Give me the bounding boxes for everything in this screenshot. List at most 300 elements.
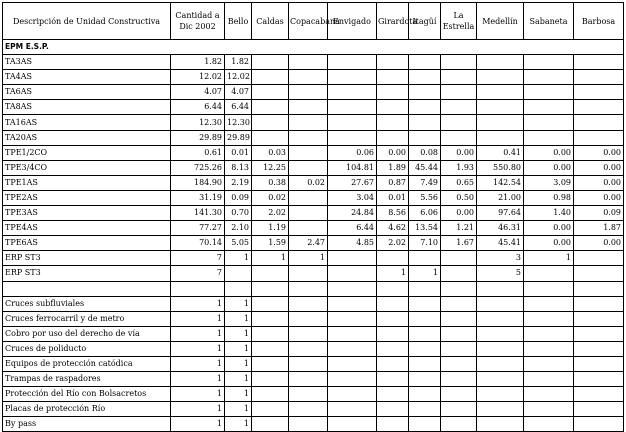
value-cell: 13.54 xyxy=(409,221,441,236)
value-cell: 104.81 xyxy=(328,160,377,175)
value-cell xyxy=(409,417,441,432)
value-cell: 1 xyxy=(225,311,252,326)
value-cell xyxy=(441,115,477,130)
value-cell: 21.00 xyxy=(477,190,524,205)
value-cell: 0.00 xyxy=(441,145,477,160)
value-cell xyxy=(328,281,377,296)
value-cell xyxy=(524,266,574,281)
value-cell xyxy=(574,311,624,326)
row-label-cell: ERP ST3 xyxy=(3,266,171,281)
value-cell xyxy=(524,115,574,130)
value-cell xyxy=(574,70,624,85)
value-cell xyxy=(328,85,377,100)
value-cell xyxy=(409,356,441,371)
value-cell xyxy=(441,417,477,432)
value-cell xyxy=(441,130,477,145)
value-cell xyxy=(289,311,328,326)
value-cell xyxy=(477,372,524,387)
value-cell: 29.89 xyxy=(171,130,225,145)
value-cell xyxy=(289,341,328,356)
section-label: EPM E.S.P. xyxy=(3,40,171,55)
row-label-cell: TPE3AS xyxy=(3,206,171,221)
value-cell: 0.00 xyxy=(524,160,574,175)
value-cell xyxy=(252,70,289,85)
value-cell xyxy=(477,55,524,70)
table-row xyxy=(3,85,624,100)
value-cell xyxy=(524,296,574,311)
value-cell: 1.87 xyxy=(574,221,624,236)
row-label-cell xyxy=(3,281,171,296)
value-cell: 0.98 xyxy=(524,190,574,205)
value-cell xyxy=(409,281,441,296)
value-cell xyxy=(441,311,477,326)
value-cell: 3.09 xyxy=(524,175,574,190)
value-cell xyxy=(477,130,524,145)
table-row xyxy=(3,281,624,296)
table-row xyxy=(3,221,624,236)
value-cell xyxy=(289,356,328,371)
value-cell xyxy=(524,311,574,326)
value-cell xyxy=(441,341,477,356)
value-cell: 0.00 xyxy=(574,236,624,251)
value-cell: 6.44 xyxy=(328,221,377,236)
value-cell xyxy=(409,402,441,417)
row-label-cell: Cobro por uso del derecho de vía xyxy=(3,326,171,341)
value-cell xyxy=(252,266,289,281)
value-cell: 46.31 xyxy=(477,221,524,236)
value-cell xyxy=(441,55,477,70)
value-cell: 1 xyxy=(225,387,252,402)
value-cell xyxy=(225,266,252,281)
value-cell xyxy=(477,341,524,356)
value-cell: 1 xyxy=(409,266,441,281)
table-row xyxy=(3,145,624,160)
value-cell xyxy=(574,341,624,356)
value-cell: 0.61 xyxy=(171,145,225,160)
row-label-cell: TA4AS xyxy=(3,70,171,85)
value-cell: 1 xyxy=(252,251,289,266)
value-cell: 0.02 xyxy=(252,190,289,205)
value-cell xyxy=(524,341,574,356)
value-cell xyxy=(441,356,477,371)
col-header-la-estrella: La Estrella xyxy=(441,3,477,40)
value-cell xyxy=(409,85,441,100)
value-cell: 3 xyxy=(477,251,524,266)
table-row xyxy=(3,251,624,266)
value-cell: 1 xyxy=(171,296,225,311)
value-cell xyxy=(574,115,624,130)
row-label-cell: Equipos de protección catódica xyxy=(3,356,171,371)
value-cell xyxy=(441,296,477,311)
value-cell xyxy=(441,387,477,402)
row-label-cell: By pass xyxy=(3,417,171,432)
table-row xyxy=(3,356,624,371)
row-label-cell: TA20AS xyxy=(3,130,171,145)
value-cell xyxy=(441,100,477,115)
col-header-girardota: Girardota xyxy=(377,3,409,40)
row-label-cell: TPE1/2CO xyxy=(3,145,171,160)
value-cell xyxy=(328,326,377,341)
value-cell: 1 xyxy=(171,311,225,326)
value-cell xyxy=(524,417,574,432)
value-cell xyxy=(328,100,377,115)
value-cell xyxy=(252,296,289,311)
value-cell xyxy=(171,281,225,296)
value-cell xyxy=(441,70,477,85)
value-cell: 0.00 xyxy=(574,190,624,205)
value-cell: 7 xyxy=(171,266,225,281)
value-cell xyxy=(328,356,377,371)
col-header-descripcion: Descripción de Unidad Constructiva xyxy=(3,3,171,40)
value-cell xyxy=(289,266,328,281)
table-row xyxy=(3,326,624,341)
row-label-cell: Placas de protección Río xyxy=(3,402,171,417)
value-cell: 1 xyxy=(225,372,252,387)
value-cell: 31.19 xyxy=(171,190,225,205)
value-cell xyxy=(289,281,328,296)
col-header-itagui: Itagüí xyxy=(409,3,441,40)
value-cell: 1.40 xyxy=(524,206,574,221)
value-cell xyxy=(409,251,441,266)
value-cell: 4.07 xyxy=(225,85,252,100)
value-cell xyxy=(441,402,477,417)
value-cell: 0.08 xyxy=(409,145,441,160)
row-label-cell: TA16AS xyxy=(3,115,171,130)
value-cell: 1 xyxy=(171,372,225,387)
value-cell: 1.19 xyxy=(252,221,289,236)
value-cell: 12.30 xyxy=(225,115,252,130)
value-cell xyxy=(409,296,441,311)
value-cell xyxy=(252,100,289,115)
value-cell xyxy=(289,296,328,311)
value-cell xyxy=(377,387,409,402)
value-cell xyxy=(409,130,441,145)
value-cell: 1 xyxy=(225,341,252,356)
value-cell: 1.89 xyxy=(377,160,409,175)
row-label-cell: TPE2AS xyxy=(3,190,171,205)
value-cell xyxy=(477,387,524,402)
value-cell xyxy=(524,55,574,70)
value-cell xyxy=(574,85,624,100)
value-cell xyxy=(524,387,574,402)
value-cell: 5.56 xyxy=(409,190,441,205)
value-cell xyxy=(377,311,409,326)
value-cell: 7 xyxy=(171,251,225,266)
value-cell: 1 xyxy=(377,266,409,281)
value-cell: 0.06 xyxy=(328,145,377,160)
col-header-medellin: Medellín xyxy=(477,3,524,40)
value-cell xyxy=(477,70,524,85)
value-cell xyxy=(524,70,574,85)
value-cell xyxy=(377,85,409,100)
value-cell xyxy=(574,281,624,296)
value-cell xyxy=(409,115,441,130)
value-cell xyxy=(289,70,328,85)
value-cell xyxy=(477,281,524,296)
row-label-cell: TA8AS xyxy=(3,100,171,115)
value-cell: 6.44 xyxy=(225,100,252,115)
table-row xyxy=(3,372,624,387)
value-cell xyxy=(477,296,524,311)
value-cell xyxy=(225,281,252,296)
col-header-sabaneta: Sabaneta xyxy=(524,3,574,40)
value-cell xyxy=(574,387,624,402)
value-cell: 45.44 xyxy=(409,160,441,175)
value-cell xyxy=(574,356,624,371)
value-cell: 1 xyxy=(225,326,252,341)
value-cell: 0.00 xyxy=(524,145,574,160)
value-cell xyxy=(328,311,377,326)
table-row xyxy=(3,130,624,145)
value-cell: 0.09 xyxy=(225,190,252,205)
row-label-cell: TA3AS xyxy=(3,55,171,70)
value-cell xyxy=(409,326,441,341)
value-cell xyxy=(252,387,289,402)
value-cell xyxy=(574,402,624,417)
value-cell: 1 xyxy=(524,251,574,266)
value-cell xyxy=(252,130,289,145)
value-cell: 12.02 xyxy=(225,70,252,85)
value-cell xyxy=(574,55,624,70)
value-cell xyxy=(574,251,624,266)
value-cell: 1.82 xyxy=(225,55,252,70)
value-cell xyxy=(289,326,328,341)
value-cell: 45.41 xyxy=(477,236,524,251)
value-cell xyxy=(377,356,409,371)
value-cell: 1 xyxy=(289,251,328,266)
value-cell xyxy=(477,100,524,115)
value-cell: 0.00 xyxy=(524,221,574,236)
table-row xyxy=(3,296,624,311)
value-cell xyxy=(409,100,441,115)
value-cell xyxy=(377,130,409,145)
value-cell: 1.21 xyxy=(441,221,477,236)
value-cell xyxy=(377,281,409,296)
value-cell: 1 xyxy=(225,356,252,371)
value-cell xyxy=(574,326,624,341)
value-cell: 0.00 xyxy=(574,160,624,175)
value-cell xyxy=(441,251,477,266)
value-cell: 5.05 xyxy=(225,236,252,251)
value-cell xyxy=(252,311,289,326)
value-cell xyxy=(574,372,624,387)
value-cell: 2.02 xyxy=(377,236,409,251)
value-cell xyxy=(377,296,409,311)
value-cell xyxy=(252,402,289,417)
value-cell xyxy=(328,372,377,387)
value-cell xyxy=(377,341,409,356)
value-cell: 0.41 xyxy=(477,145,524,160)
value-cell xyxy=(477,356,524,371)
value-cell: 7.10 xyxy=(409,236,441,251)
value-cell: 6.44 xyxy=(171,100,225,115)
value-cell: 5 xyxy=(477,266,524,281)
value-cell xyxy=(328,387,377,402)
value-cell xyxy=(252,115,289,130)
value-cell: 1 xyxy=(225,417,252,432)
col-header-caldas: Caldas xyxy=(252,3,289,40)
row-label-cell: TPE1AS xyxy=(3,175,171,190)
col-header-bello: Bello xyxy=(225,3,252,40)
value-cell xyxy=(574,100,624,115)
table-row xyxy=(3,206,624,221)
value-cell xyxy=(441,281,477,296)
value-cell xyxy=(328,402,377,417)
value-cell xyxy=(441,85,477,100)
row-label-cell: Cruces subfluviales xyxy=(3,296,171,311)
value-cell xyxy=(524,356,574,371)
value-cell: 7.49 xyxy=(409,175,441,190)
value-cell: 3.04 xyxy=(328,190,377,205)
value-cell: 2.47 xyxy=(289,236,328,251)
row-label-cell: Cruces de poliducto xyxy=(3,341,171,356)
value-cell xyxy=(441,266,477,281)
value-cell: 1.67 xyxy=(441,236,477,251)
col-header-barbosa: Barbosa xyxy=(574,3,624,40)
section-row xyxy=(3,40,624,55)
table-row xyxy=(3,160,624,175)
table-row xyxy=(3,417,624,432)
value-cell xyxy=(252,326,289,341)
value-cell xyxy=(574,130,624,145)
value-cell: 0.09 xyxy=(574,206,624,221)
value-cell: 1.93 xyxy=(441,160,477,175)
row-label-cell: TPE3/4CO xyxy=(3,160,171,175)
value-cell: 0.87 xyxy=(377,175,409,190)
value-cell xyxy=(289,417,328,432)
value-cell xyxy=(441,326,477,341)
table-row xyxy=(3,100,624,115)
value-cell xyxy=(289,387,328,402)
value-cell xyxy=(377,100,409,115)
value-cell xyxy=(409,387,441,402)
value-cell xyxy=(252,372,289,387)
table-container xyxy=(2,2,624,432)
value-cell xyxy=(377,326,409,341)
value-cell xyxy=(377,251,409,266)
constructive-units-table xyxy=(2,2,624,432)
value-cell xyxy=(377,402,409,417)
value-cell xyxy=(252,417,289,432)
row-label-cell: TPE6AS xyxy=(3,236,171,251)
value-cell: 12.02 xyxy=(171,70,225,85)
value-cell: 2.19 xyxy=(225,175,252,190)
value-cell: 12.25 xyxy=(252,160,289,175)
value-cell: 2.10 xyxy=(225,221,252,236)
value-cell: 0.00 xyxy=(377,145,409,160)
value-cell xyxy=(328,417,377,432)
value-cell xyxy=(328,251,377,266)
value-cell xyxy=(289,145,328,160)
value-cell xyxy=(328,70,377,85)
value-cell xyxy=(409,311,441,326)
row-label-cell: TA6AS xyxy=(3,85,171,100)
value-cell: 1 xyxy=(171,356,225,371)
value-cell xyxy=(409,372,441,387)
value-cell: 1 xyxy=(171,341,225,356)
value-cell xyxy=(289,372,328,387)
table-row xyxy=(3,175,624,190)
value-cell: 1 xyxy=(225,402,252,417)
table-row xyxy=(3,402,624,417)
value-cell: 725.26 xyxy=(171,160,225,175)
value-cell: 184.90 xyxy=(171,175,225,190)
value-cell xyxy=(409,55,441,70)
value-cell: 1 xyxy=(171,326,225,341)
value-cell xyxy=(289,402,328,417)
value-cell xyxy=(441,372,477,387)
row-label-cell: ERP ST3 xyxy=(3,251,171,266)
value-cell: 8.13 xyxy=(225,160,252,175)
value-cell: 1 xyxy=(171,387,225,402)
value-cell: 0.03 xyxy=(252,145,289,160)
value-cell: 4.85 xyxy=(328,236,377,251)
table-row xyxy=(3,311,624,326)
table-row xyxy=(3,115,624,130)
value-cell xyxy=(289,206,328,221)
value-cell xyxy=(377,55,409,70)
value-cell: 0.00 xyxy=(441,206,477,221)
value-cell: 1 xyxy=(225,296,252,311)
value-cell: 29.89 xyxy=(225,130,252,145)
value-cell xyxy=(574,296,624,311)
value-cell xyxy=(524,281,574,296)
value-cell xyxy=(524,326,574,341)
value-cell xyxy=(409,70,441,85)
value-cell xyxy=(524,372,574,387)
value-cell xyxy=(477,417,524,432)
value-cell: 0.01 xyxy=(225,145,252,160)
value-cell xyxy=(524,100,574,115)
value-cell: 0.70 xyxy=(225,206,252,221)
value-cell: 0.01 xyxy=(377,190,409,205)
table-row xyxy=(3,236,624,251)
value-cell xyxy=(328,115,377,130)
value-cell: 97.64 xyxy=(477,206,524,221)
value-cell: 24.84 xyxy=(328,206,377,221)
value-cell xyxy=(252,281,289,296)
col-header-envigado: Envigado xyxy=(328,3,377,40)
value-cell xyxy=(289,130,328,145)
value-cell xyxy=(289,100,328,115)
value-cell: 142.54 xyxy=(477,175,524,190)
value-cell: 1.82 xyxy=(171,55,225,70)
value-cell xyxy=(252,356,289,371)
value-cell xyxy=(377,115,409,130)
value-cell: 550.80 xyxy=(477,160,524,175)
table-row xyxy=(3,387,624,402)
row-label-cell: Trampas de raspadores xyxy=(3,372,171,387)
value-cell: 4.62 xyxy=(377,221,409,236)
value-cell: 0.00 xyxy=(574,175,624,190)
col-header-copacabana: Copacabana xyxy=(289,3,328,40)
value-cell xyxy=(524,130,574,145)
value-cell: 1 xyxy=(171,417,225,432)
value-cell xyxy=(477,85,524,100)
row-label-cell: TPE4AS xyxy=(3,221,171,236)
value-cell: 141.30 xyxy=(171,206,225,221)
table-row xyxy=(3,266,624,281)
value-cell: 1 xyxy=(225,251,252,266)
value-cell xyxy=(289,160,328,175)
value-cell xyxy=(524,85,574,100)
value-cell xyxy=(328,266,377,281)
value-cell: 6.06 xyxy=(409,206,441,221)
value-cell: 0.02 xyxy=(289,175,328,190)
value-cell xyxy=(328,130,377,145)
value-cell: 0.00 xyxy=(574,145,624,160)
value-cell xyxy=(289,190,328,205)
